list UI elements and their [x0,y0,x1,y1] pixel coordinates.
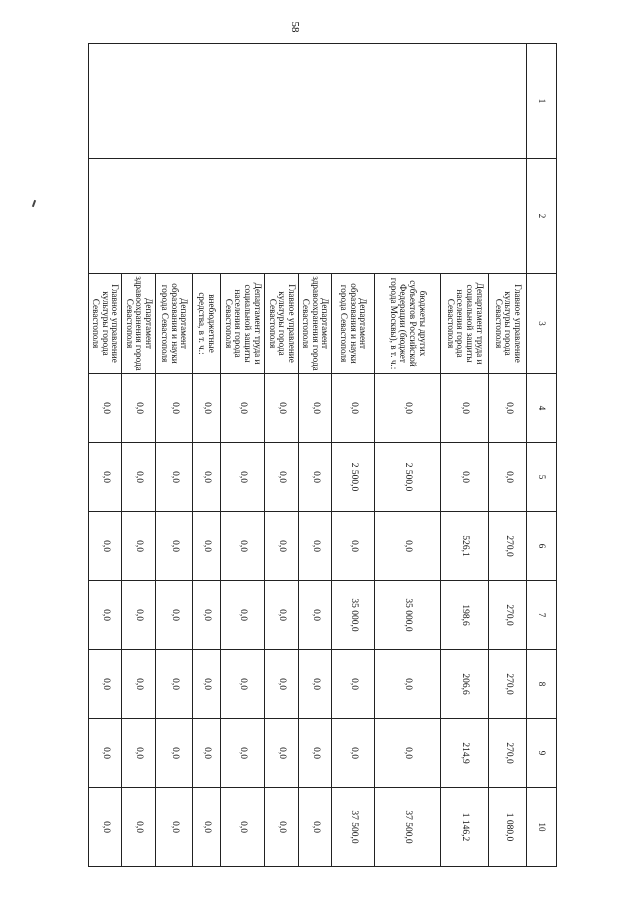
value-cell: 0,0 [298,650,331,719]
value-cell: 0,0 [192,650,220,719]
value-cell: 0,0 [374,512,440,581]
value-cell: 214,9 [440,719,488,788]
value-cell: 0,0 [89,719,122,788]
header-cell: 4 [527,374,557,443]
scan-mark [32,200,36,207]
row-label: Департамент образования и науки города Севастополя [331,274,374,374]
value-cell: 0,0 [155,374,192,443]
col-1-cell [89,44,527,159]
value-cell: 0,0 [264,719,298,788]
value-cell: 0,0 [374,719,440,788]
value-cell: 0,0 [89,374,122,443]
row-label: внебюджетные средства, в т. ч.: [192,274,220,374]
value-cell: 0,0 [374,650,440,719]
value-cell: 0,0 [264,374,298,443]
value-cell: 0,0 [440,374,488,443]
value-cell: 0,0 [155,443,192,512]
header-cell: 1 [527,44,557,159]
value-cell: 0,0 [220,650,264,719]
value-cell: 198,6 [440,581,488,650]
value-cell: 0,0 [331,512,374,581]
value-cell: 0,0 [192,374,220,443]
row-label: Департамент труда и социальной защиты населения города Севастополя [440,274,488,374]
value-cell: 0,0 [155,719,192,788]
value-cell: 0,0 [298,512,331,581]
value-cell: 35 000,0 [374,581,440,650]
value-cell: 0,0 [489,374,527,443]
table-row [489,44,527,867]
value-cell: 1 080,0 [489,788,527,867]
value-cell: 0,0 [121,788,155,867]
value-cell: 0,0 [331,650,374,719]
value-cell: 0,0 [192,581,220,650]
value-cell: 206,6 [440,650,488,719]
value-cell: 0,0 [298,443,331,512]
header-cell: 9 [527,719,557,788]
row-label: Главное управление культуры города Севастополя [264,274,298,374]
value-cell: 270,0 [489,719,527,788]
value-cell: 0,0 [192,512,220,581]
header-cell: 3 [527,274,557,374]
header-cell: 8 [527,650,557,719]
value-cell: 37 500,0 [331,788,374,867]
row-label: бюджеты других субъектов Российской Федерации (бюджет города Москвы), в т. ч.: [374,274,440,374]
value-cell: 0,0 [264,443,298,512]
row-label: Главное управление культуры города Севастополя [489,274,527,374]
value-cell: 2 500,0 [374,443,440,512]
value-cell: 0,0 [121,719,155,788]
value-cell: 0,0 [192,443,220,512]
header-cell: 5 [527,443,557,512]
value-cell: 0,0 [121,650,155,719]
value-cell: 0,0 [155,581,192,650]
value-cell: 0,0 [89,788,122,867]
page-number: 58 [289,21,301,33]
value-cell: 0,0 [220,788,264,867]
value-cell: 0,0 [440,443,488,512]
header-cell: 6 [527,512,557,581]
value-cell: 2 500,0 [331,443,374,512]
header-row [527,44,557,867]
value-cell: 0,0 [89,581,122,650]
value-cell: 0,0 [298,788,331,867]
value-cell: 0,0 [121,443,155,512]
value-cell: 0,0 [489,443,527,512]
value-cell: 0,0 [89,512,122,581]
header-cell: 10 [527,788,557,867]
value-cell: 0,0 [331,374,374,443]
value-cell: 37 500,0 [374,788,440,867]
value-cell: 0,0 [220,443,264,512]
value-cell: 0,0 [155,512,192,581]
header-cell: 2 [527,159,557,274]
value-cell: 0,0 [264,788,298,867]
row-label: Главное управление культуры города Севастополя [89,274,122,374]
rotated-table-wrapper [88,43,557,866]
budget-table [88,43,557,867]
value-cell: 0,0 [192,788,220,867]
value-cell: 0,0 [155,650,192,719]
value-cell: 270,0 [489,581,527,650]
header-cell: 7 [527,581,557,650]
value-cell: 0,0 [121,374,155,443]
value-cell: 0,0 [298,374,331,443]
value-cell: 35 000,0 [331,581,374,650]
value-cell: 0,0 [298,719,331,788]
value-cell: 0,0 [220,512,264,581]
row-label: Департамент здравоохранения города Севастополя [121,274,155,374]
col-2-cell [89,159,527,274]
value-cell: 526,1 [440,512,488,581]
row-label: Департамент труда и социальной защиты населения города Севастополя [220,274,264,374]
value-cell: 0,0 [121,512,155,581]
value-cell: 270,0 [489,512,527,581]
value-cell: 0,0 [264,581,298,650]
value-cell: 0,0 [89,443,122,512]
value-cell: 0,0 [220,374,264,443]
value-cell: 0,0 [89,650,122,719]
value-cell: 0,0 [298,581,331,650]
value-cell: 0,0 [220,581,264,650]
value-cell: 0,0 [374,374,440,443]
value-cell: 0,0 [155,788,192,867]
value-cell: 270,0 [489,650,527,719]
value-cell: 0,0 [192,719,220,788]
value-cell: 0,0 [121,581,155,650]
value-cell: 0,0 [264,650,298,719]
value-cell: 1 146,2 [440,788,488,867]
value-cell: 0,0 [220,719,264,788]
value-cell: 0,0 [264,512,298,581]
value-cell: 0,0 [331,719,374,788]
row-label: Департамент образования и науки города Севастополя [155,274,192,374]
row-label: Департамент здравоохранения города Севастополя [298,274,331,374]
